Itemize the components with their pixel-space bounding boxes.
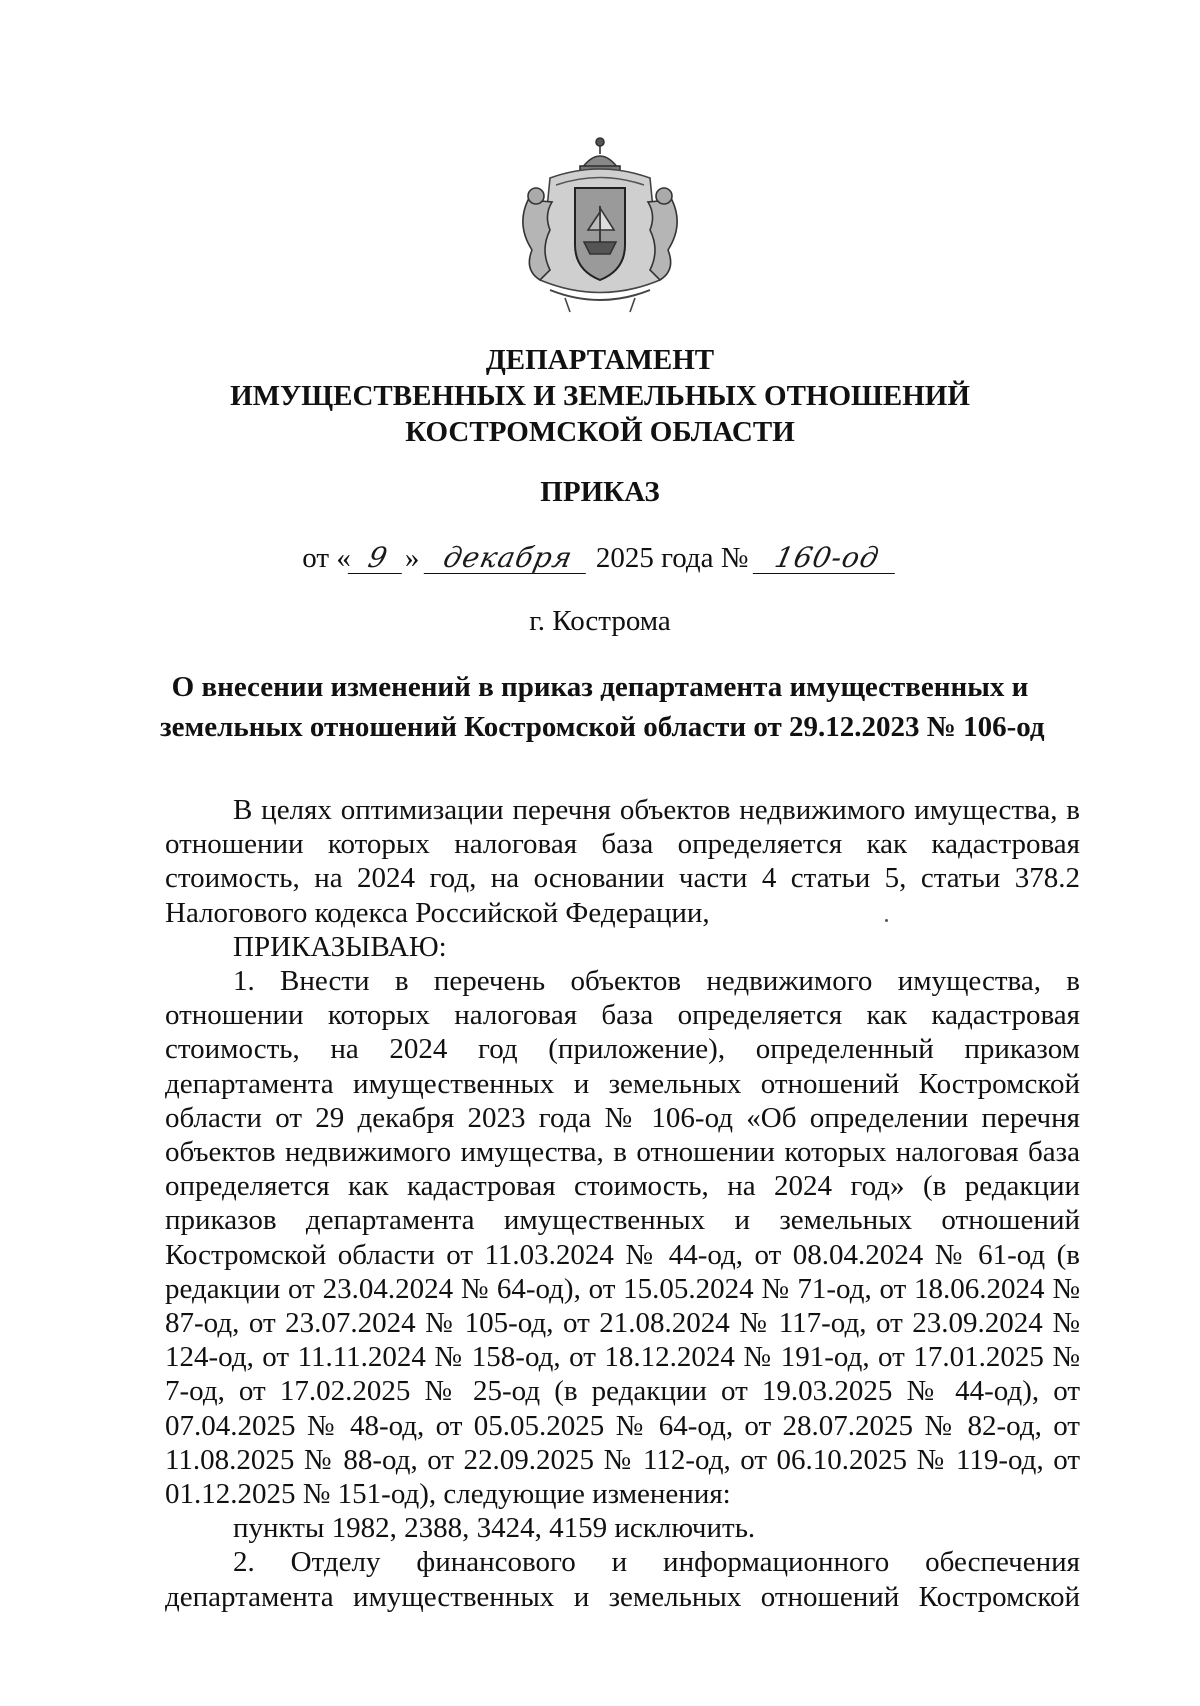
org-name-line-3: КОСТРОМСКОЙ ОБЛАСТИ <box>405 416 795 448</box>
org-name-line-2: ИМУЩЕСТВЕННЫХ И ЗЕМЕЛЬНЫХ ОТНОШЕНИЙ <box>230 380 970 412</box>
handwritten-month: декабря <box>423 543 592 574</box>
scan-speck <box>885 919 888 922</box>
item-2-paragraph: 2. Отделу финансового и информационного обеспечения департамента имущественных и земельных отношений Костромской <box>165 1546 1080 1613</box>
date-number-line <box>0 538 1200 578</box>
handwritten-doc-number: 160-од <box>752 543 901 574</box>
date-prefix: от « <box>302 542 351 574</box>
preamble-paragraph: В целях оптимизации перечня объектов недвижимого имущества, в отношении которых налоговая база определяется как кадастровая стоимость, на 2024 год, на основании части 4 статьи 5, статьи 378.2 Налогового кодекса Российской Федерации, <box>165 794 1080 929</box>
item-1-paragraph: 1. Внести в перечень объектов недвижимого имущества, в отношении которых налоговая база определяется как кадастровая стоимость, на 2024 год (приложение), определенный приказом департамента имущественных и земельных отношений Костромской области от 29 декабря 2023 года № 106-од «Об определении перечня объектов недвижимого имущества, в отношении которых налоговая база определяется как кадастровая стоимость, на 2024 год» (в редакции приказов департамента имущественных и земельных отношений Костромской области от 11.03.2024 № 44-од, от 08.04.2024 № 61-од (в редакции от 23.04.2024 № 64-од), от 15.05.2024 № 71-од, от 18.06.2024 № 87-од, от 23.07.2024 № 105-од, от 21.08.2024 № 117-од, от 23.09.2024 № 124-од, от 11.11.2024 № 158-од, от 18.12.2024 № 191-од, от 17.01.2025 № 7-од, от 17.02.2025 № 25-од (в редакции от 19.03.2025 № 44-од), от 07.04.2025 № 48-од, от 05.05.2025 № 64-од, от 28.07.2025 № 82-од, от 11.08.2025 № 88-од, от 22.09.2025 № 112-од, от 06.10.2025 № 119-од, от 01.12.2025 № 151-од), следующие изменения: <box>165 965 1080 1511</box>
document-body <box>165 793 1080 1614</box>
coat-of-arms-emblem <box>510 130 690 315</box>
handwritten-day: 9 <box>348 543 409 574</box>
order-title-line-1: О внесении изменений в приказ департамента имущественных и <box>171 671 1029 703</box>
date-year-text: 2025 года № <box>595 542 749 574</box>
order-title-line-2: земельных отношений Костромской области от 29.12.2023 № 106-од <box>160 711 1045 743</box>
city-line: г. Кострома <box>529 605 671 637</box>
order-word: ПРИКАЗЫВАЮ: <box>233 930 447 963</box>
org-name-line-1: ДЕПАРТАМЕНТ <box>485 344 715 376</box>
date-quote-close: » <box>404 542 420 574</box>
doc-type-title: ПРИКАЗ <box>540 476 660 508</box>
order-title <box>160 667 1045 747</box>
item-1-subparagraph: пункты 1982, 2388, 3424, 4159 исключить. <box>233 1512 756 1545</box>
